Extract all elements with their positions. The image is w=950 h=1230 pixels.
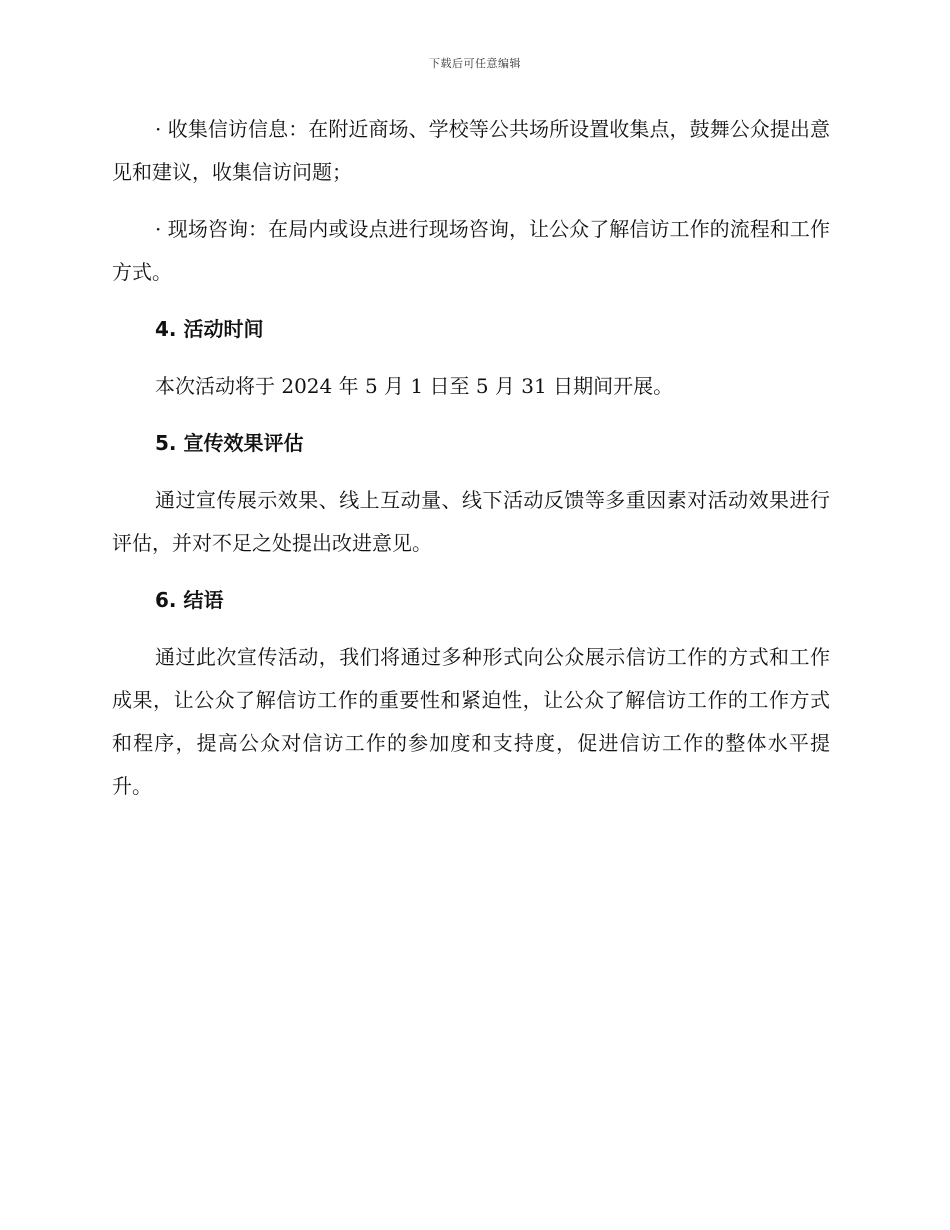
header-note: 下载后可任意编辑 — [429, 57, 521, 70]
paragraph-conclusion: 通过此次宣传活动，我们将通过多种形式向公众展示信访工作的方式和工作成果，让公众了解信访工作的重要性和紧迫性，让公众了解信访工作的工作方式和程序，提高公众对信访工作的参加度和支持度，促进信访工作的整体水平提升。 — [112, 645, 830, 798]
section-heading-evaluation: 5. 宣传效果评估 — [155, 431, 304, 455]
bullet-onsite-consult: · 现场咨询：在局内或设点进行现场咨询，让公众了解信访工作的流程和工作方式。 — [112, 217, 830, 284]
paragraph-evaluation: 通过宣传展示效果、线上互动量、线下活动反馈等多重因素对活动效果进行评估，并对不足之处提出改进意见。 — [112, 488, 830, 555]
section-heading-conclusion: 6. 结语 — [155, 588, 224, 612]
bullet-collect-info: · 收集信访信息：在附近商场、学校等公共场所设置收集点，鼓舞公众提出意见和建议，收集信访问题； — [112, 117, 830, 184]
section-heading-time: 4. 活动时间 — [155, 317, 264, 341]
paragraph-time: 本次活动将于 2024 年 5 月 1 日至 5 月 31 日期间开展。 — [155, 374, 674, 398]
document-body — [112, 108, 830, 822]
